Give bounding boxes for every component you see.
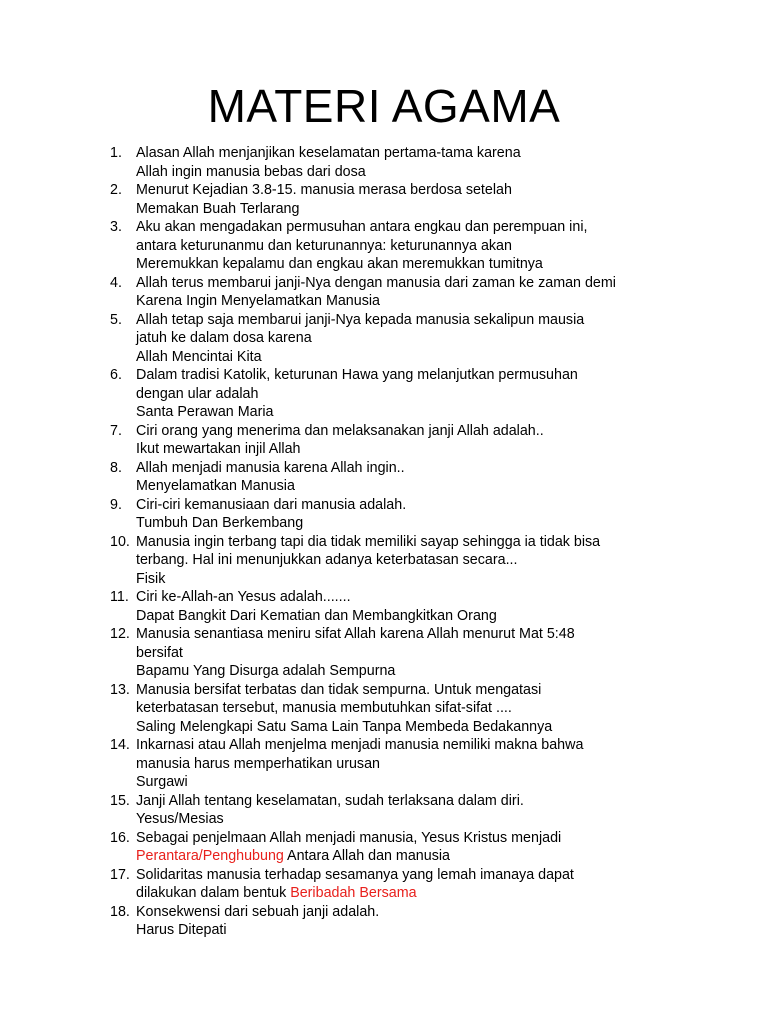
item-number: 12. [110,626,130,642]
answer-text: Santa Perawan Maria [136,404,274,420]
list-item [110,792,710,829]
answer-line [136,884,710,903]
answer-text: Karena Ingin Menyelamatkan Manusia [136,293,380,309]
list-item [110,736,710,792]
question-text: Alasan Allah menjanjikan keselamatan pertama-tama karena [136,145,521,161]
list-item [110,366,710,422]
item-number: 9. [110,496,122,513]
list-item [110,422,710,459]
answer-text: Saling Melengkapi Satu Sama Lain Tanpa Membeda Bedakannya [136,718,553,735]
list-item [110,218,710,274]
list-item [110,866,710,903]
answer-line [136,847,710,866]
question-list [110,144,710,940]
list-item [110,459,710,496]
item-number: 8. [110,459,122,476]
item-number: 14. [110,737,130,753]
list-item [110,829,710,866]
question-text: Allah tetap saja membarui janji-Nya kepada manusia sekalipun mausia jatuh ke dalam dosa karena [136,311,585,346]
item-number: 18. [110,903,130,920]
answer-highlight: Beribadah Bersama [290,885,417,901]
item-number: 5. [110,311,122,328]
list-item [110,588,710,625]
question-text: Janji Allah tentang keselamatan, sudah terlaksana dalam diri. [136,792,524,809]
question-text: Menurut Kejadian 3.8-15. manusia merasa berdosa setelah [136,182,512,198]
item-number: 10. [110,533,130,550]
question-text: Allah menjadi manusia karena Allah ingin.. [136,459,405,476]
list-item [110,311,710,367]
answer-text: Allah Mencintai Kita [136,348,262,365]
answer-highlight: Perantara/Penghubung [136,848,284,864]
answer-text: Yesus/Mesias [136,811,224,827]
question-text: Dalam tradisi Katolik, keturunan Hawa yang melanjutkan permusuhan dengan ular adalah [136,367,578,402]
item-number: 2. [110,182,122,198]
list-item [110,681,710,737]
question-text: Konsekwensi dari sebuah janji adalah. [136,903,380,920]
answer-text: Allah ingin manusia bebas dari dosa [136,163,366,180]
list-item [110,625,710,681]
answer-text: Dapat Bangkit Dari Kematian dan Membangkitkan Orang [136,607,497,624]
item-number: 17. [110,866,130,883]
question-text: Allah terus membarui janji-Nya dengan manusia dari zaman ke zaman demi [136,274,616,291]
question-text: Aku akan mengadakan permusuhan antara engkau dan perempuan ini, antara keturunanmu dan keturunannya: keturunannya akan [136,219,588,254]
question-continuation: dilakukan dalam bentuk [136,885,291,901]
list-item [110,496,710,533]
question-text: Ciri ke-Allah-an Yesus adalah....... [136,589,351,605]
item-number: 15. [110,792,130,809]
question-text: Manusia ingin terbang tapi dia tidak memiliki sayap sehingga ia tidak bisa terbang. Hal ini menunjukkan adanya keterbatasan secara... [136,533,601,568]
answer-text: Surgawi [136,774,188,790]
list-item [110,274,710,311]
document-title: MATERI AGAMA [207,80,561,132]
answer-text: Ikut mewartakan injil Allah [136,441,301,457]
question-text: Solidaritas manusia terhadap sesamanya yang lemah imanaya dapat [136,866,574,883]
item-number: 7. [110,422,122,439]
question-text: Manusia bersifat terbatas dan tidak sempurna. Untuk mengatasi keterbatasan tersebut, manusia membutuhkan sifat-sifat .... [136,681,542,716]
list-item [110,144,710,181]
question-text: Ciri-ciri kemanusiaan dari manusia adalah. [136,496,407,513]
item-number: 4. [110,274,122,291]
answer-rest: Antara Allah dan manusia [283,848,450,864]
question-text: Sebagai penjelmaan Allah menjadi manusia, Yesus Kristus menjadi [136,829,562,846]
list-item [110,181,710,218]
item-number: 13. [110,681,130,698]
question-text: Inkarnasi atau Allah menjelma menjadi manusia nemiliki makna bahwa manusia harus memperhatikan urusan [136,737,584,772]
answer-text: Bapamu Yang Disurga adalah Sempurna [136,663,396,679]
item-number: 6. [110,367,122,383]
answer-text: Harus Ditepati [136,922,227,938]
list-item [110,533,710,589]
answer-text: Tumbuh Dan Berkembang [136,515,304,531]
answer-text: Menyelamatkan Manusia [136,478,295,494]
item-number: 11. [110,589,129,605]
question-text: Manusia senantiasa meniru sifat Allah karena Allah menurut Mat 5:48 bersifat [136,626,575,661]
item-number: 3. [110,219,122,235]
item-number: 1. [110,145,122,161]
question-text: Ciri orang yang menerima dan melaksanakan janji Allah adalah.. [136,422,544,439]
answer-text: Memakan Buah Terlarang [136,200,300,217]
item-number: 16. [110,829,130,846]
list-item [110,903,710,940]
answer-text: Meremukkan kepalamu dan engkau akan meremukkan tumitnya [136,256,543,272]
answer-text: Fisik [136,570,166,587]
